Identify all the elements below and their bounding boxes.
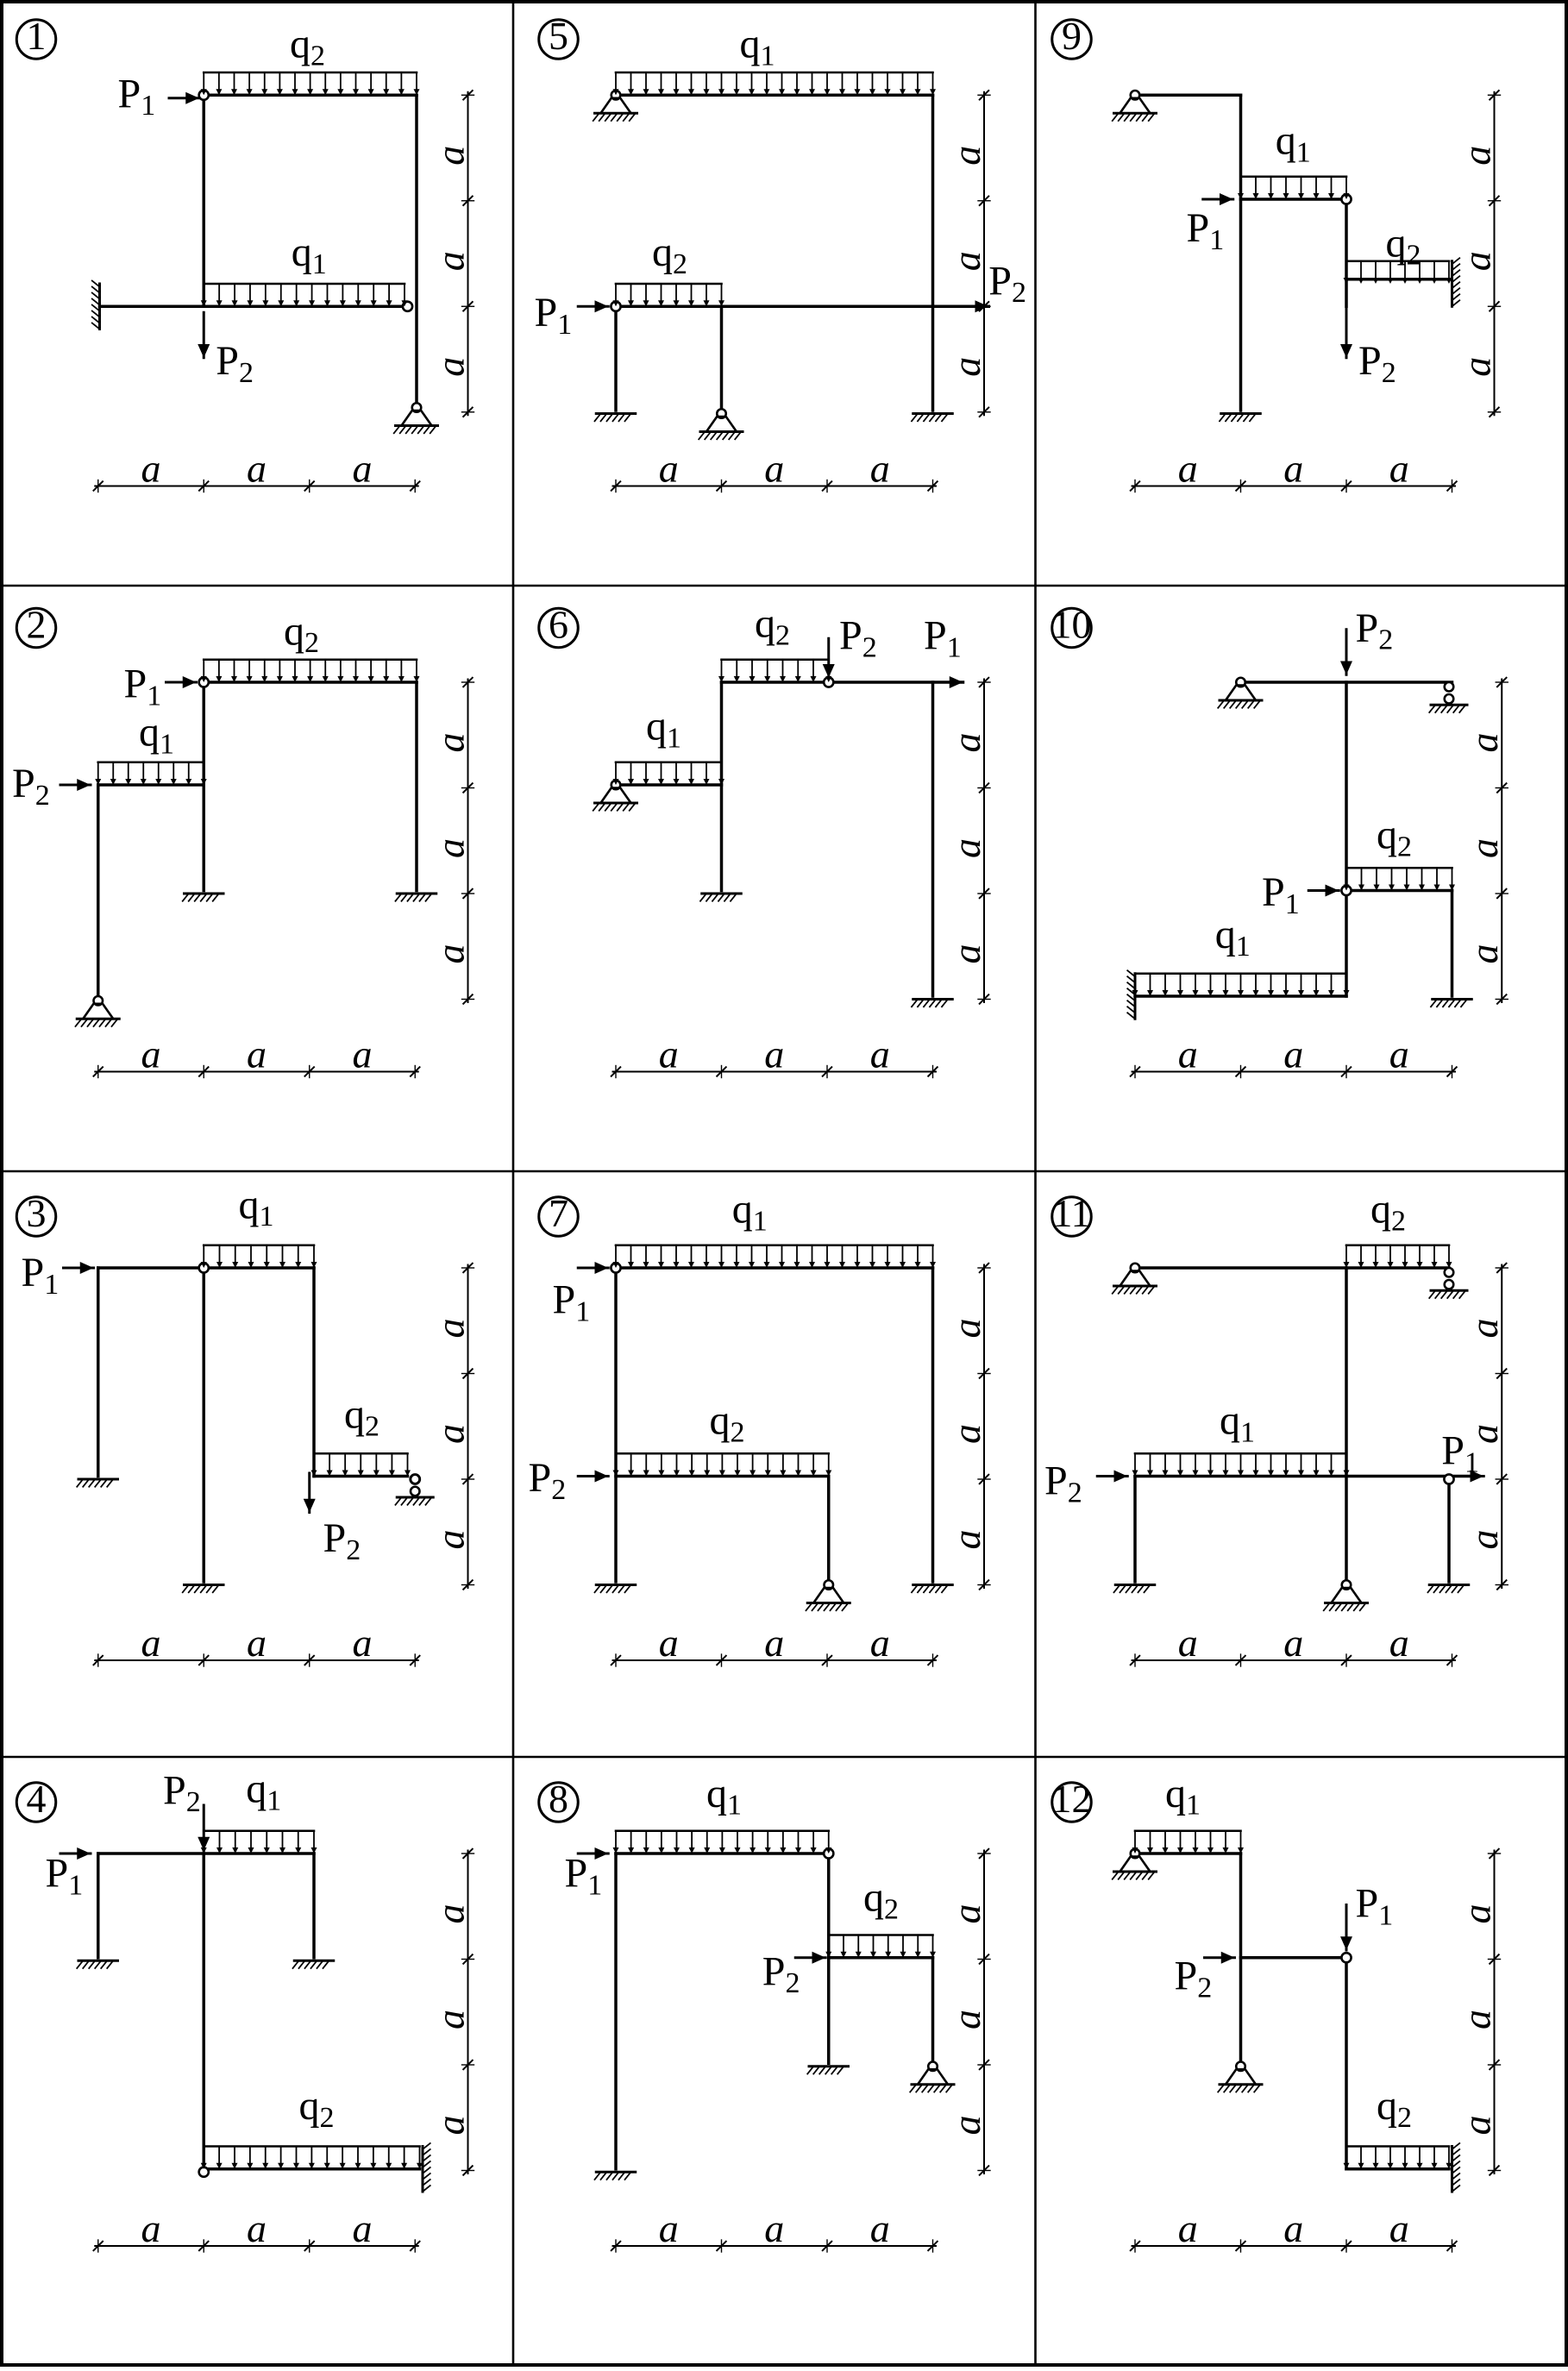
q2-label: q2 xyxy=(755,600,790,652)
fixed-support-icon xyxy=(595,2172,636,2180)
panel-10 xyxy=(1052,602,1508,1077)
problem-number: 12 xyxy=(1051,1776,1092,1821)
dimension-label: a xyxy=(944,1318,988,1339)
horizontal-dimension xyxy=(1131,2206,1457,2252)
q1-label: q1 xyxy=(1214,912,1251,963)
vertical-dimension xyxy=(1454,1849,1500,2175)
dimension-label: a xyxy=(428,1529,473,1550)
distributed-load xyxy=(311,1453,411,1476)
problem-number: 7 xyxy=(549,1190,568,1235)
dimension-label: a xyxy=(764,1620,785,1665)
q2-label: q2 xyxy=(298,2083,335,2134)
point-load-arrow xyxy=(169,92,199,104)
problem-number-badge xyxy=(1052,14,1092,59)
problem-number-badge xyxy=(1052,602,1092,647)
dimension-label: a xyxy=(764,1032,785,1076)
vertical-dimension xyxy=(1454,91,1500,417)
dimension-label: a xyxy=(1177,1032,1198,1076)
dimension-label: a xyxy=(944,251,988,272)
dimension-label: a xyxy=(944,356,988,377)
p1-label: P1 xyxy=(117,71,156,122)
p2-label: P2 xyxy=(323,1515,361,1566)
vertical-dimension xyxy=(428,1264,474,1590)
dimension-label: a xyxy=(764,446,785,491)
pin-support-icon xyxy=(1218,2062,1262,2092)
q1-label: q1 xyxy=(739,21,775,72)
dimension-label: a xyxy=(1454,2010,1499,2029)
problem-number-badge xyxy=(16,1777,56,1822)
dimension-label: a xyxy=(428,1424,473,1444)
dimension-label: a xyxy=(428,732,473,753)
p1-label: P1 xyxy=(1355,1880,1394,1932)
q2-label: q2 xyxy=(709,1397,745,1449)
dimension-label: a xyxy=(764,2205,785,2250)
distributed-load xyxy=(1132,974,1350,996)
point-load-arrow xyxy=(60,779,91,791)
dimension-label: a xyxy=(1389,2205,1409,2250)
p2-label: P2 xyxy=(1358,338,1396,389)
problem-number: 6 xyxy=(549,602,568,647)
p1-label: P1 xyxy=(21,1250,60,1301)
distributed-load xyxy=(613,1831,832,1854)
dimension-label: a xyxy=(428,2010,473,2029)
dimension-label: a xyxy=(1177,446,1198,491)
dimension-label: a xyxy=(1389,446,1409,491)
distributed-load xyxy=(201,660,420,682)
dimension-label: a xyxy=(428,944,473,964)
problem-number: 2 xyxy=(26,602,47,647)
dimension-label: a xyxy=(141,1032,161,1076)
pin-support-icon xyxy=(1324,1580,1368,1610)
dimension-label: a xyxy=(141,1620,161,1665)
dimension-label: a xyxy=(869,446,890,491)
fixed-support-icon xyxy=(595,414,636,422)
p1-label: P1 xyxy=(45,1850,84,1902)
vertical-dimension xyxy=(944,678,990,1004)
horizontal-dimension xyxy=(94,1621,420,1666)
problem-number: 9 xyxy=(1062,13,1082,58)
fixed-support-icon xyxy=(700,894,741,901)
panel-9 xyxy=(1052,14,1501,492)
dimension-label: a xyxy=(428,1904,473,1924)
p2-label: P2 xyxy=(762,1948,800,1999)
fixed-support-icon xyxy=(912,1585,952,1593)
problem-number-badge xyxy=(539,14,579,59)
dimension-label: a xyxy=(352,2205,373,2250)
distributed-load xyxy=(1238,177,1350,199)
dimension-label: a xyxy=(944,1904,988,1924)
dimension-label: a xyxy=(1462,838,1506,858)
point-load-arrow xyxy=(933,676,963,688)
dimension-label: a xyxy=(428,251,473,272)
vertical-dimension xyxy=(428,678,474,1004)
distributed-load xyxy=(201,72,420,95)
dimension-label: a xyxy=(1454,145,1499,166)
dimension-label: a xyxy=(658,2205,679,2250)
dimension-label: a xyxy=(1462,1529,1506,1550)
dimension-label: a xyxy=(1389,1620,1409,1665)
dimension-label: a xyxy=(352,1032,373,1076)
panel-12 xyxy=(1052,1771,1501,2252)
q2-label: q2 xyxy=(344,1391,379,1443)
p1-label: P1 xyxy=(534,290,573,341)
distributed-load xyxy=(1344,868,1456,890)
point-load-arrow xyxy=(578,1262,608,1274)
panel-6 xyxy=(539,601,990,1078)
horizontal-dimension xyxy=(1131,1621,1457,1666)
dimension-label: a xyxy=(658,1620,679,1665)
fixed-support-icon xyxy=(77,1960,117,1968)
q1-label: q1 xyxy=(731,1186,768,1238)
p1-label: P1 xyxy=(1441,1427,1479,1479)
point-load-arrow xyxy=(64,1262,94,1274)
p2-label: P2 xyxy=(163,1767,201,1818)
q1-label: q1 xyxy=(246,1766,282,1817)
fixed-support-icon xyxy=(1127,970,1135,1019)
distributed-load xyxy=(201,1831,317,1854)
problem-number: 3 xyxy=(26,1190,47,1235)
q1-label: q1 xyxy=(238,1182,274,1233)
dimension-label: a xyxy=(1454,2115,1499,2136)
point-load-arrow xyxy=(1340,630,1352,675)
problem-number-badge xyxy=(1052,1777,1092,1822)
point-load-arrow xyxy=(166,676,197,688)
dimension-label: a xyxy=(428,1318,473,1339)
point-load-arrow xyxy=(795,1952,825,1964)
distributed-load xyxy=(201,1245,317,1268)
dimension-label: a xyxy=(428,145,473,166)
p1-label: P1 xyxy=(123,661,162,712)
panel-4 xyxy=(16,1766,474,2253)
dimension-label: a xyxy=(658,446,679,491)
dimension-label: a xyxy=(1462,1424,1506,1444)
dimension-label: a xyxy=(247,1032,267,1076)
dimension-label: a xyxy=(1177,2205,1198,2250)
horizontal-dimension xyxy=(612,1032,938,1077)
fixed-support-icon xyxy=(1114,1585,1155,1593)
distributed-load xyxy=(825,1935,936,1958)
dimension-label: a xyxy=(141,446,161,491)
fixed-support-icon xyxy=(77,1479,117,1487)
problem-number-badge xyxy=(16,1191,56,1236)
dimension-label: a xyxy=(944,1424,988,1444)
panel-11 xyxy=(1044,1187,1508,1667)
dimension-label: a xyxy=(1283,1032,1304,1076)
vertical-dimension xyxy=(1462,678,1508,1004)
dimension-label: a xyxy=(869,1620,890,1665)
dimension-label: a xyxy=(944,2010,988,2029)
p1-label: P1 xyxy=(924,612,962,664)
dimension-label: a xyxy=(944,1529,988,1550)
panel-8 xyxy=(539,1771,990,2252)
problem-number: 8 xyxy=(549,1776,568,1821)
horizontal-dimension xyxy=(94,1032,420,1077)
problem-number: 4 xyxy=(26,1776,47,1821)
point-load-arrow xyxy=(1205,1952,1235,1964)
horizontal-dimension xyxy=(1131,1032,1457,1077)
fixed-support-icon xyxy=(396,894,436,901)
dimension-label: a xyxy=(944,145,988,166)
distributed-load xyxy=(95,762,207,785)
panel-1 xyxy=(16,14,474,492)
problem-number: 1 xyxy=(26,13,47,58)
point-load-arrow xyxy=(1308,885,1339,897)
p2-label: P2 xyxy=(12,761,50,812)
fixed-support-icon xyxy=(595,1585,636,1593)
dimension-label: a xyxy=(247,2205,267,2250)
dimension-label: a xyxy=(869,2205,890,2250)
fixed-support-icon xyxy=(912,1000,952,1007)
distributed-load xyxy=(1132,1453,1350,1476)
dimension-label: a xyxy=(658,1032,679,1076)
dimension-label: a xyxy=(944,732,988,753)
horizontal-dimension xyxy=(94,446,420,492)
distributed-load xyxy=(613,1245,937,1268)
problem-number-badge xyxy=(539,1777,579,1822)
distributed-load xyxy=(201,284,408,306)
problem-number: 10 xyxy=(1051,602,1092,647)
point-load-arrow xyxy=(1340,1905,1352,1951)
dimension-label: a xyxy=(1462,944,1506,964)
dimension-label: a xyxy=(247,446,267,491)
roller-support-icon xyxy=(396,1475,434,1505)
problem-number: 11 xyxy=(1052,1190,1091,1235)
panel-3 xyxy=(16,1182,474,1666)
dimension-label: a xyxy=(1454,251,1499,272)
distributed-load xyxy=(1132,1831,1245,1854)
hinge-icon xyxy=(1341,1953,1351,1962)
vertical-dimension xyxy=(944,1849,990,2175)
q2-label: q2 xyxy=(1377,812,1412,863)
distributed-load xyxy=(613,284,725,306)
q2-label: q2 xyxy=(284,608,319,659)
distributed-load xyxy=(718,660,831,682)
dimension-label: a xyxy=(944,944,988,964)
distributed-load xyxy=(613,762,725,785)
horizontal-dimension xyxy=(612,446,938,492)
dimension-label: a xyxy=(141,2205,161,2250)
vertical-dimension xyxy=(944,91,990,417)
q1-label: q1 xyxy=(1220,1397,1255,1449)
roller-support-icon xyxy=(1429,1268,1467,1298)
dimension-label: a xyxy=(428,356,473,377)
dimension-label: a xyxy=(1462,732,1506,753)
dimension-label: a xyxy=(1454,356,1499,377)
distributed-load xyxy=(613,72,937,95)
dimension-label: a xyxy=(1283,1620,1304,1665)
point-load-arrow xyxy=(198,312,210,358)
dimension-label: a xyxy=(1389,1032,1409,1076)
fixed-support-icon xyxy=(423,2143,430,2192)
problem-number-badge xyxy=(16,14,56,59)
panel-7 xyxy=(529,1187,991,1667)
pin-support-icon xyxy=(806,1580,850,1610)
fixed-support-icon xyxy=(293,1960,334,1968)
distributed-load xyxy=(1344,2147,1452,2169)
point-load-arrow xyxy=(1097,1471,1127,1483)
fixed-support-icon xyxy=(912,414,952,422)
panel-2 xyxy=(12,602,474,1077)
point-load-arrow xyxy=(823,638,835,678)
fixed-support-icon xyxy=(1428,1585,1469,1593)
point-load-arrow xyxy=(304,1473,316,1513)
point-load-arrow xyxy=(578,1471,608,1483)
dimension-label: a xyxy=(1177,1620,1198,1665)
point-load-arrow xyxy=(1340,306,1352,358)
dimension-label: a xyxy=(944,838,988,858)
problem-number-badge xyxy=(1052,1191,1092,1236)
point-load-arrow xyxy=(1203,193,1233,205)
q1-label: q1 xyxy=(291,229,327,280)
p1-label: P1 xyxy=(1186,205,1225,256)
p2-label: P2 xyxy=(1355,605,1394,656)
q1-label: q1 xyxy=(1165,1770,1201,1822)
distributed-load xyxy=(613,1453,832,1476)
fixed-support-icon xyxy=(183,1585,223,1593)
vertical-dimension xyxy=(428,91,474,417)
horizontal-dimension xyxy=(94,2206,420,2252)
q1-label: q1 xyxy=(646,703,681,755)
distributed-load xyxy=(1344,1245,1452,1268)
p1-label: P1 xyxy=(552,1276,591,1328)
problem-number: 5 xyxy=(549,13,568,58)
pin-support-icon xyxy=(910,2062,954,2092)
p1-label: P1 xyxy=(564,1850,603,1902)
p2-label: P2 xyxy=(1174,1953,1213,2004)
fixed-support-icon xyxy=(183,894,223,901)
pin-support-icon xyxy=(394,403,438,433)
q2-label: q2 xyxy=(1377,2083,1412,2134)
roller-support-icon xyxy=(1429,682,1467,712)
q1-label: q1 xyxy=(139,709,174,761)
problem-number-badge xyxy=(16,602,56,647)
fixed-support-icon xyxy=(1452,2143,1460,2192)
point-load-arrow xyxy=(578,300,608,312)
dimension-label: a xyxy=(1283,446,1304,491)
q2-label: q2 xyxy=(863,1874,899,1926)
dimension-label: a xyxy=(247,1620,267,1665)
p2-label: P2 xyxy=(216,338,254,389)
p2-label: P2 xyxy=(528,1455,567,1506)
horizontal-dimension xyxy=(1131,446,1457,492)
vertical-dimension xyxy=(1462,1264,1508,1590)
dimension-label: a xyxy=(352,446,373,491)
q2-label: q2 xyxy=(1385,220,1421,272)
dimension-label: a xyxy=(1283,2205,1304,2250)
problem-number-badge xyxy=(539,1191,579,1236)
q1-label: q1 xyxy=(706,1770,742,1822)
fixed-support-icon xyxy=(1431,1000,1471,1007)
pin-support-icon xyxy=(76,996,120,1026)
q2-label: q2 xyxy=(652,229,687,280)
p2-label: P2 xyxy=(1044,1458,1082,1509)
p1-label: P1 xyxy=(1262,869,1300,920)
q2-label: q2 xyxy=(290,21,325,72)
horizontal-dimension xyxy=(612,2206,938,2252)
panel-5 xyxy=(535,14,1026,492)
dimension-label: a xyxy=(352,1620,373,1665)
pin-support-icon xyxy=(699,409,743,439)
fixed-support-icon xyxy=(807,2067,848,2074)
q2-label: q2 xyxy=(1370,1186,1406,1238)
distributed-load xyxy=(201,2147,423,2169)
horizontal-dimension xyxy=(612,1621,938,1666)
fixed-support-icon xyxy=(1220,414,1260,422)
problem-number-badge xyxy=(539,602,579,647)
q1-label: q1 xyxy=(1275,117,1311,169)
vertical-dimension xyxy=(944,1264,990,1590)
dimension-label: a xyxy=(428,838,473,858)
vertical-dimension xyxy=(428,1849,474,2175)
dimension-label: a xyxy=(428,2115,473,2136)
dimension-label: a xyxy=(1462,1318,1506,1339)
p2-label: P2 xyxy=(988,258,1026,309)
p2-label: P2 xyxy=(839,612,877,664)
fixed-support-icon xyxy=(92,281,100,329)
dimension-label: a xyxy=(944,2115,988,2136)
dimension-label: a xyxy=(1454,1904,1499,1924)
dimension-label: a xyxy=(869,1032,890,1076)
